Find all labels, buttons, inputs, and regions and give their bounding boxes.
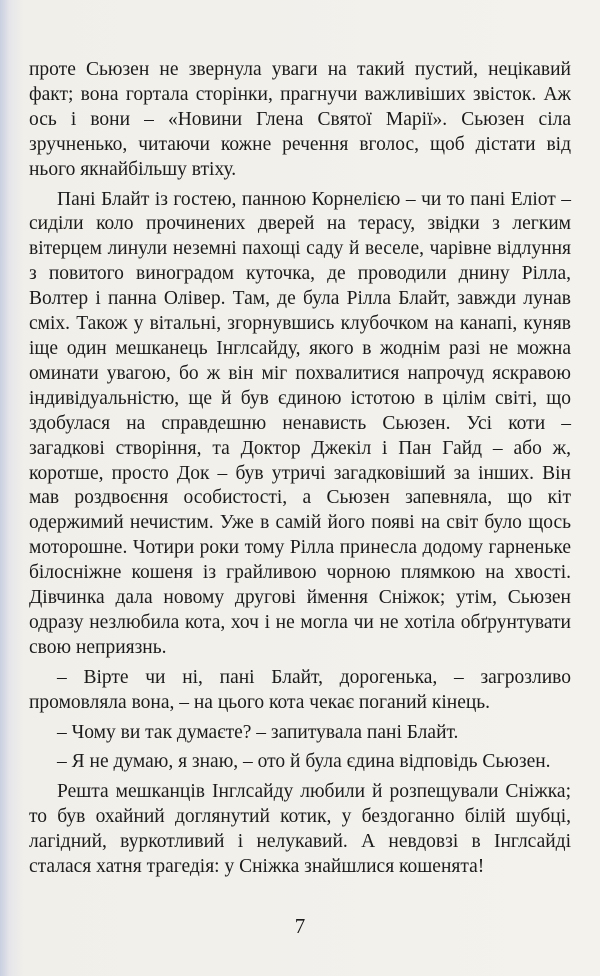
paragraph-continuation: проте Сьюзен не звернула уваги на такий пустий, нецікавий факт; вона гортала сторінки, прагнучи важливіших звісток. Аж ось і вони – «Новини Глена Святої Марії». Сьюзен сіла зручненько, читаючи кожне речення вголос, щоб дістати від нього якнайбільшу втіху. [29, 59, 571, 180]
dialogue-mrs-blythe-question: – Чому ви так думаєте? – запитувала пані Блайт. [57, 721, 459, 743]
paragraph-snowflake: Решта мешканців Інглсайду любили й розпещували Сніжка; то був охайний доглянутий котик, у бездоганно білій шубці, лагідний, вуркотливий і нелукавий. А невдовзі в Інглсайді сталася хатня трагедія: у Сніжка знайшлися кошенята! [29, 781, 571, 878]
page-number: 7 [294, 914, 306, 938]
dialogue-susan-warning: – Вірте чи ні, пані Блайт, дорогенька, – загрозливо промовляла вона, – на цього кота чекає поганий кінець. [29, 666, 571, 713]
body-text [29, 58, 571, 880]
paragraph-terrace: Пані Блайт із гостею, панною Корнелією – чи то пані Еліот – сиділи коло прочинених дверей на терасу, звідки з легким вітерцем линули неземні пахощі саду й веселе, чарівне відлуння з повитого виноградом куточка, де проводили днину Рілла, Волтер і панна Олівер. Там, де була Рілла Блайт, завжди лунав сміх. Також у вітальні, згорнувшись клубочком на канапі, куняв іще один мешканець Інглсайду, якого в жоднім разі не можна оминати увагою, бо ж він міг похвалитися напрочуд яскравою індивідуальністю, ще й був єдиною істотою в цілім світі, що здобулася на справдешню ненависть Сьюзен. Усі коти – загадкові створіння, та Доктор Джекіл і Пан Гайд – або ж, коротше, просто Док – був утричі загадковіший за інших. Він мав роздвоєння особистості, а Сьюзен запевняла, що кіт одержимий нечистим. Уже в самій його появі на світ було щось моторошне. Чотири роки тому Рілла принесла додому гарненьке білосніжне кошеня із грайливою чорною плямкою на хвості. Дівчинка дала новому другові ймення Сніжок; утім, Сьюзен одразу незлюбила кота, хоч і не могла чи не хотіла обґрунтувати свою неприязнь. [29, 188, 571, 658]
dialogue-susan-answer: – Я не думаю, я знаю, – ото й була єдина відповідь Сьюзен. [57, 751, 551, 773]
